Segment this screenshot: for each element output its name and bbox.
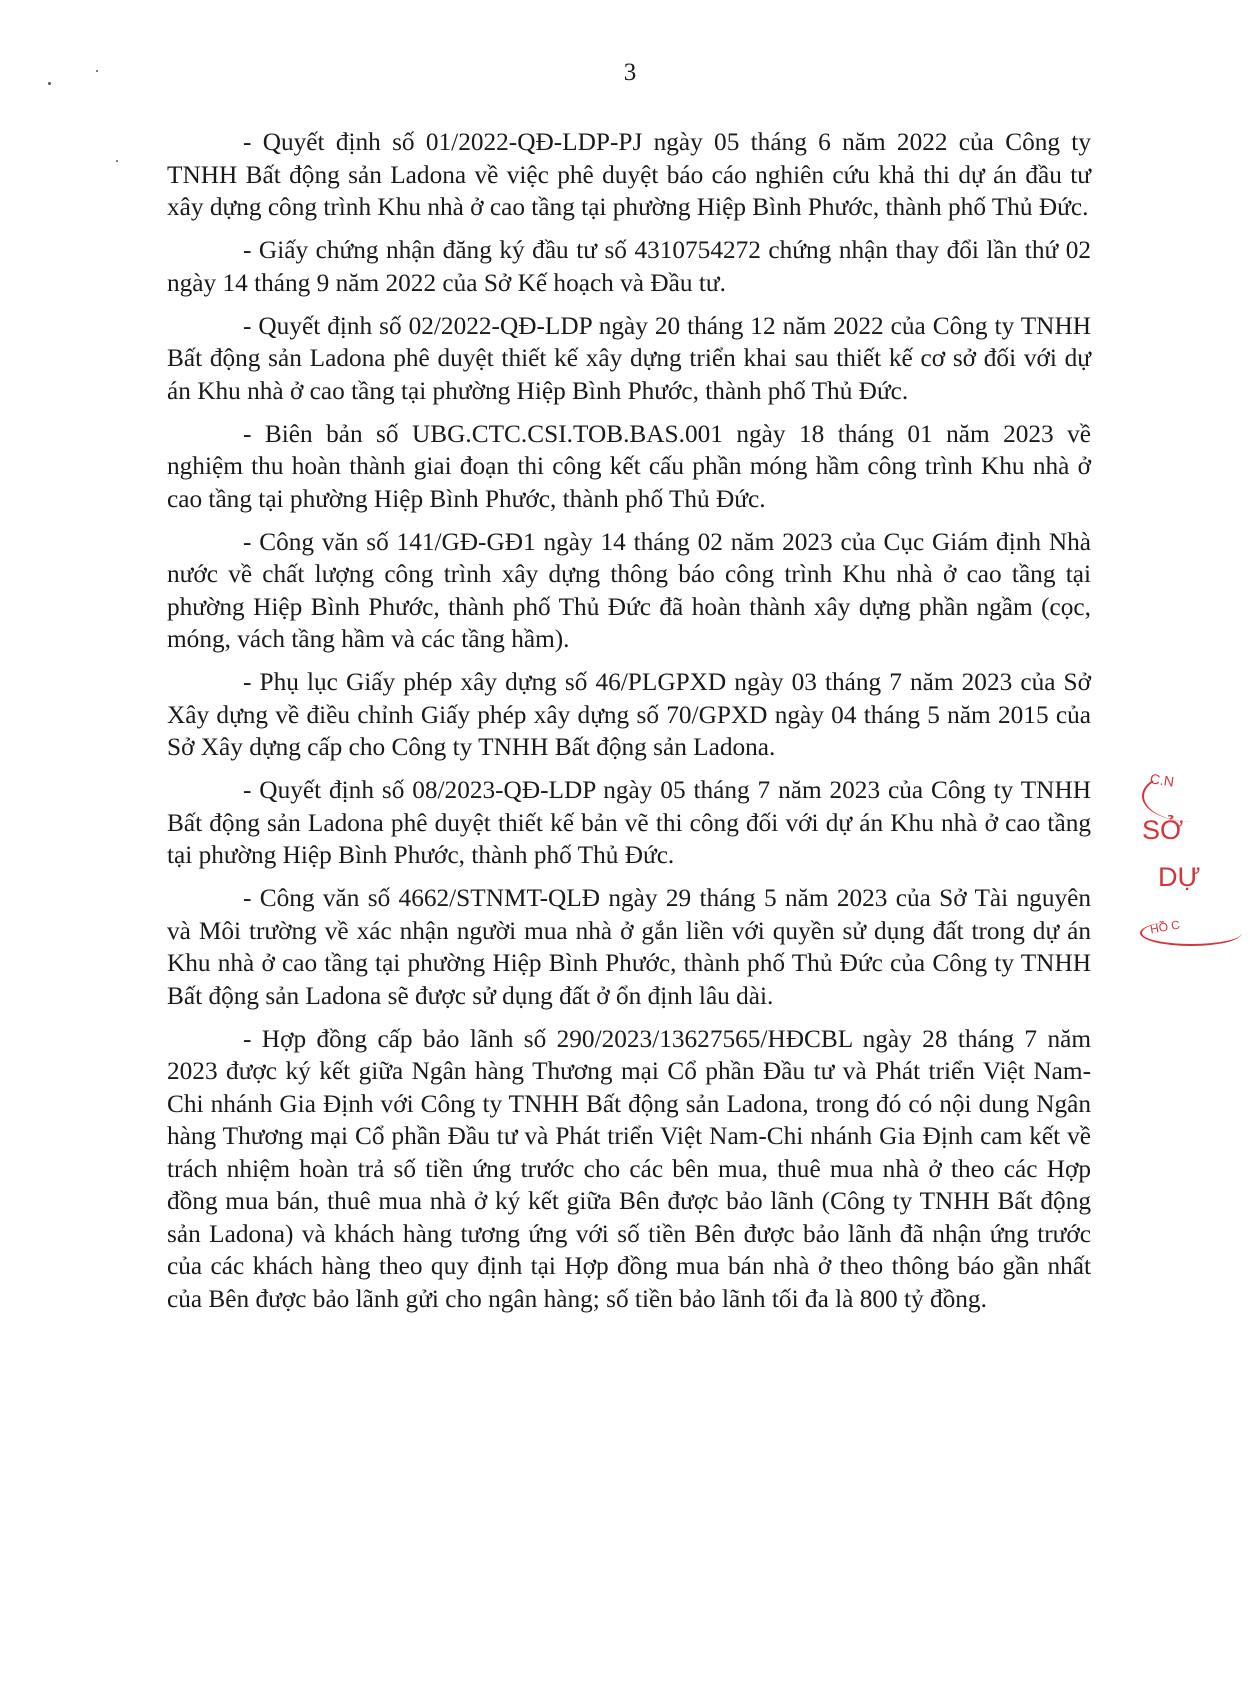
page-number: 3 — [623, 59, 637, 86]
paragraph-acceptance-minutes: - Biên bản số UBG.CTC.CSI.TOB.BAS.001 ngày 18 tháng 01 năm 2023 về nghiệm thu hoàn thành giai đoạn thi công kết cấu phần móng hầm công trình Khu nhà ở cao tầng tại phường Hiệp Bình Phước, thành phố Thủ Đức. — [167, 419, 1091, 513]
paragraph-official-letter-141: - Công văn số 141/GĐ-GĐ1 ngày 14 tháng 02 năm 2023 của Cục Giám định Nhà nước về chất lượng công trình xây dựng thông báo công trình Khu nhà ở cao tầng tại phường Hiệp Bình Phước, thành phố Thủ Đức đã hoàn thành xây dựng phần ngầm (cọc, móng, vách tầng hầm và các tầng hầm). — [167, 527, 1091, 653]
document-body — [167, 126, 1091, 1326]
stamp-text-bottom: HỒ C — [1149, 917, 1181, 937]
paragraph-construction-permit-appendix: - Phụ lục Giấy phép xây dựng số 46/PLGPXD ngày 03 tháng 7 năm 2023 của Sở Xây dựng về điều chỉnh Giấy phép xây dựng số 70/GPXD ngày 04 tháng 5 năm 2015 của Sở Xây dựng cấp cho Công ty TNHH Bất động sản Ladona. — [167, 668, 1091, 761]
paragraph-guarantee-contract: - Hợp đồng cấp bảo lãnh số 290/2023/13627565/HĐCBL ngày 28 tháng 7 năm 2023 được ký kết giữa Ngân hàng Thương mại Cổ phần Đầu tư và Phát triển Việt Nam-Chi nhánh Gia Định với Công ty TNHH Bất động sản Ladona, trong đó có nội dung Ngân hàng Thương mại Cổ phần Đầu tư và Phát triển Việt Nam-Chi nhánh Gia Định cam kết về trách nhiệm hoàn trả số tiền ứng trước cho các bên mua, thuê mua nhà ở theo các Hợp đồng mua bán, thuê mua nhà ở ký kết giữa Bên được bảo lãnh (Công ty TNHH Bất động sản Ladona) và khách hàng tương ứng với số tiền Bên được bảo lãnh đã nhận ứng trước của các khách hàng theo quy định tại Hợp đồng mua bán nhà ở theo thông báo gần nhất của Bên được bảo lãnh gửi cho ngân hàng; số tiền bảo lãnh tối đa là 800 tỷ đồng. — [167, 1024, 1091, 1313]
scan-speck — [48, 82, 51, 85]
paragraph-decision-08-2023: - Quyết định số 08/2023-QĐ-LDP ngày 05 tháng 7 năm 2023 của Công ty TNHH Bất động sản Ladona phê duyệt thiết kế bản vẽ thi công đối với dự án Khu nhà ở cao tầng tại phường Hiệp Bình Phước, thành phố Thủ Đức. — [167, 776, 1091, 869]
stamp-text-dung: DỰ — [1158, 862, 1201, 892]
scan-speck — [96, 70, 98, 72]
stamp-text-so: SỞ — [1142, 815, 1184, 845]
paragraph-decision-01-2022: - Quyết định số 01/2022-QĐ-LDP-PJ ngày 05 tháng 6 năm 2022 của Công ty TNHH Bất động sản Ladona về việc phê duyệt báo cáo nghiên cứu khả thi dự án đầu tư xây dựng công trình Khu nhà ở cao tầng tại phường Hiệp Bình Phước, thành phố Thủ Đức. — [167, 128, 1091, 221]
stamp-text-top: C.N — [1149, 770, 1176, 790]
paragraph-official-letter-4662: - Công văn số 4662/STNMT-QLĐ ngày 29 tháng 5 năm 2023 của Sở Tài nguyên và Môi trường về xác nhận người mua nhà ở gắn liền với quyền sử dụng đất trong dự án Khu nhà ở cao tầng tại phường Hiệp Bình Phước, thành phố Thủ Đức của Công ty TNHH Bất động sản Ladona sẽ được sử dụng đất ở ổn định lâu dài. — [167, 884, 1091, 1010]
red-stamp-fragment — [1138, 770, 1201, 960]
paragraph-investment-certificate: - Giấy chứng nhận đăng ký đầu tư số 4310754272 chứng nhận thay đổi lần thứ 02 ngày 14 tháng 9 năm 2022 của Sở Kế hoạch và Đầu tư. — [167, 236, 1091, 297]
paragraph-decision-02-2022: - Quyết định số 02/2022-QĐ-LDP ngày 20 tháng 12 năm 2022 của Công ty TNHH Bất động sản Ladona phê duyệt thiết kế xây dựng triển khai sau thiết kế cơ sở đối với dự án Khu nhà ở cao tầng tại phường Hiệp Bình Phước, thành phố Thủ Đức. — [167, 311, 1091, 405]
scan-speck — [116, 160, 118, 162]
